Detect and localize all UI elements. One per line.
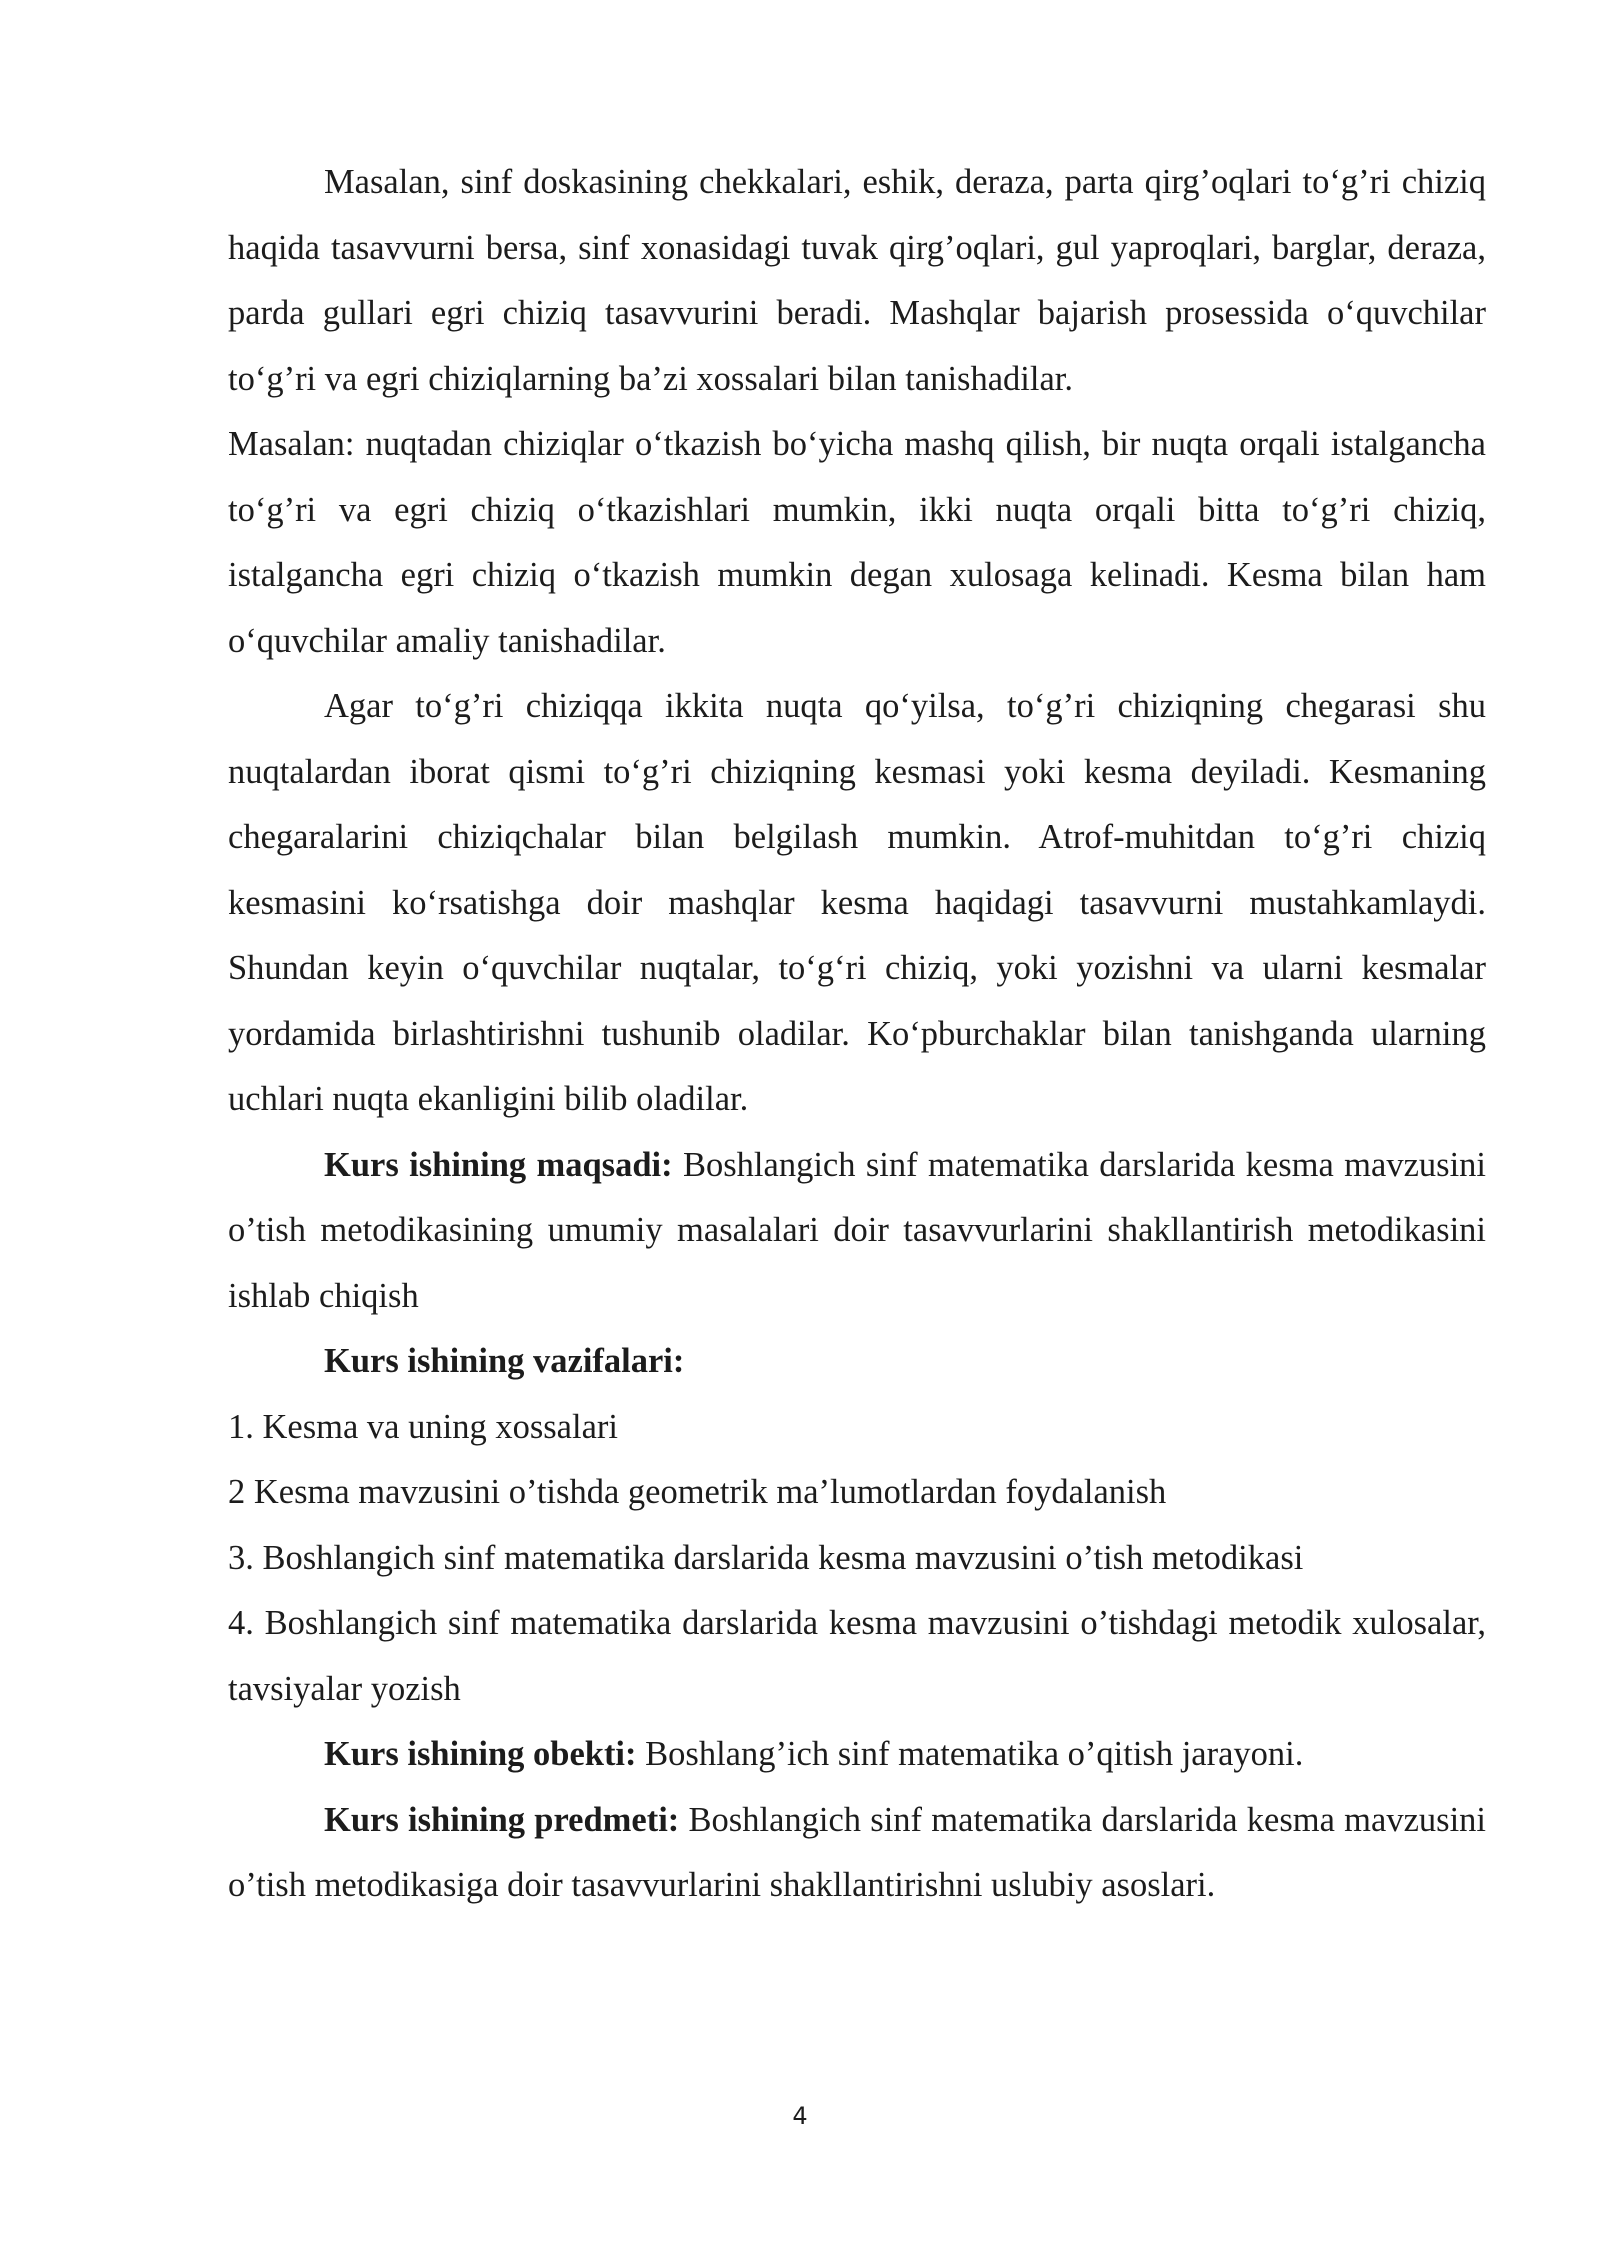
maqsad-text: Boshlangich sinf matematika darslarida kesma mavzusini o’tish metodikasining umumiy masalalari doir tasavvurlarini shakllantirish metodikasini ishlab chiqish	[228, 1145, 1486, 1315]
list-item: 2 Kesma mavzusini o’tishda geometrik ma’lumotlardan foydalanish	[228, 1473, 1167, 1511]
paragraph-obekt	[228, 1722, 1486, 1788]
body-text	[228, 150, 1486, 1919]
page-number: 4	[792, 2102, 808, 2130]
paragraph-2: Masalan: nuqtadan chiziqlar o‘tkazish bo‘yicha mashq qilish, bir nuqta orqali istalgancha to‘g’ri va egri chiziq o‘tkazishlari mumkin, ikki nuqta orqali bitta to‘g’ri chiziq, istalgancha egri chiziq o‘tkazish mumkin degan xulosaga kelinadi. Kesma bilan ham o‘quvchilar amaliy tanishadilar.	[228, 425, 1486, 660]
maqsad-label: Kurs ishining maqsadi:	[324, 1145, 673, 1184]
vazifalar-heading	[228, 1329, 1486, 1395]
obekt-label: Kurs ishining obekti:	[324, 1735, 637, 1773]
paragraph-3: Agar to‘g’ri chiziqqa ikkita nuqta qo‘yilsa, to‘g’ri chiziqning chegarasi shu nuqtalardan iborat qismi to‘g’ri chiziqning kesmasi yoki kesma deyiladi. Kesmaning chegaralarini chiziqchalar bilan belgilash mumkin. Atrof-muhitdan to‘g’ri chiziq kesmasini ko‘rsatishga doir mashqlar kesma haqidagi tasavvurni mustahkamlaydi. Shundan keyin o‘quvchilar nuqtalar, to‘g‘ri chiziq, yoki yozishni va ularni kesmalar yordamida birlashtirishni tushunib oladilar. Ko‘pburchaklar bilan tanishganda ularning uchlari nuqta ekanligini bilib oladilar.	[228, 687, 1486, 1118]
predmet-text: Boshlangich sinf matematika darslarida kesma mavzusini o’tish metodikasiga doir tasavvurlarini shakllantirishni uslubiy asoslari.	[228, 1800, 1486, 1904]
vazifalar-label: Kurs ishining vazifalari:	[324, 1342, 685, 1380]
list-item: 3. Boshlangich sinf matematika darslarida kesma mavzusini o’tish metodikasi	[228, 1538, 1304, 1577]
list-item: 4. Boshlangich sinf matematika darslarida kesma mavzusini o’tishdagi metodik xulosalar, tavsiyalar yozish	[228, 1604, 1486, 1708]
paragraph-1: Masalan, sinf doskasining chekkalari, eshik, deraza, parta qirg’oqlari to‘g’ri chiziq haqida tasavvurni bersa, sinf xonasidagi tuvak qirg’oqlari, gul yaproqlari, barglar, deraza, parda gullari egri chiziq tasavvurini beradi. Mashqlar bajarish prosessida o‘quvchilar to‘g’ri va egri chiziqlarning ba’zi xossalari bilan tanishadilar.	[228, 163, 1486, 398]
predmet-label: Kurs ishining predmeti:	[324, 1800, 680, 1839]
paragraph-predmet	[228, 1788, 1486, 1919]
obekt-text: Boshlang’ich sinf matematika o’qitish jarayoni.	[636, 1735, 1304, 1773]
paragraph-maqsad	[228, 1133, 1486, 1330]
list-item: 1. Kesma va uning xossalari	[228, 1407, 618, 1446]
